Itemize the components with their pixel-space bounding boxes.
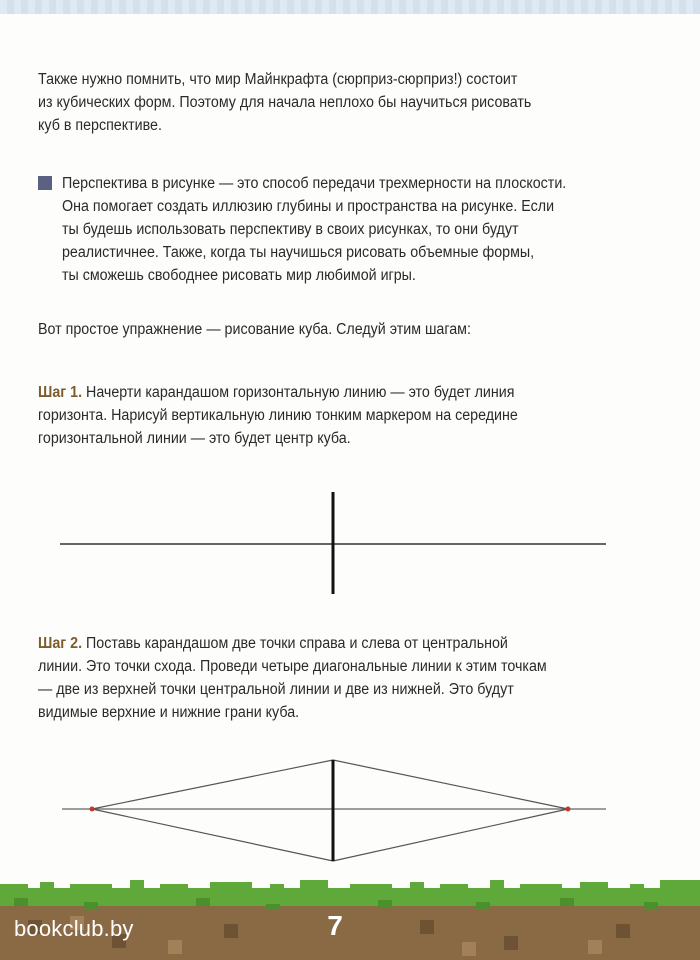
diagonal-lower-right: [333, 809, 568, 861]
definition-paragraph: Перспектива в рисунке — это способ передачи трехмерности на плоскости. Она помогает создать иллюзию глубины и пространства на рисунке. Если ты будешь использовать перспективу в своих рисунках, то они будут реалистичнее. Также, когда ты научишься рисовать объемные формы, ты сможешь свободнее рисовать мир любимой игры.: [62, 175, 567, 284]
definition-bullet-square: [38, 176, 52, 190]
decorative-top-border: [0, 0, 700, 14]
intro-paragraph: Также нужно помнить, что мир Майнкрафта (сюрприз-сюрприз!) состоит из кубических форм. Поэтому для начала неплохо бы научиться рисовать куб в перспективе.: [38, 71, 532, 134]
step2-text: Поставь карандашом две точки справа и слева от центральной линии. Это точки схода. Проведи четыре диагональные линии к этим точкам — две из верхней точки центральной линии и две из нижней. Это будут видимые верхние и нижние грани куба.: [38, 635, 547, 721]
step2-paragraph: [38, 632, 547, 724]
diagonal-lower-left: [92, 809, 333, 861]
step2-figure: [0, 745, 700, 875]
step2-label: Шаг 2.: [38, 635, 83, 652]
right-vanishing-point: [566, 807, 571, 812]
step1-text: Начерти карандашом горизонтальную линию — это будет линия горизонта. Нарисуй вертикальную линию тонким маркером на середине горизонтальной линии — это будет центр куба.: [38, 384, 518, 447]
step1-paragraph: [38, 381, 518, 450]
left-vanishing-point: [90, 807, 95, 812]
step1-label: Шаг 1.: [38, 384, 83, 401]
exercise-intro: Вот простое упражнение — рисование куба. Следуй этим шагам:: [38, 321, 471, 338]
footer-brand: bookclub.by: [14, 916, 134, 941]
diagonal-upper-left: [92, 760, 333, 809]
step1-figure: [0, 480, 700, 610]
page-number: 7: [327, 910, 343, 941]
diagonal-upper-right: [333, 760, 568, 809]
